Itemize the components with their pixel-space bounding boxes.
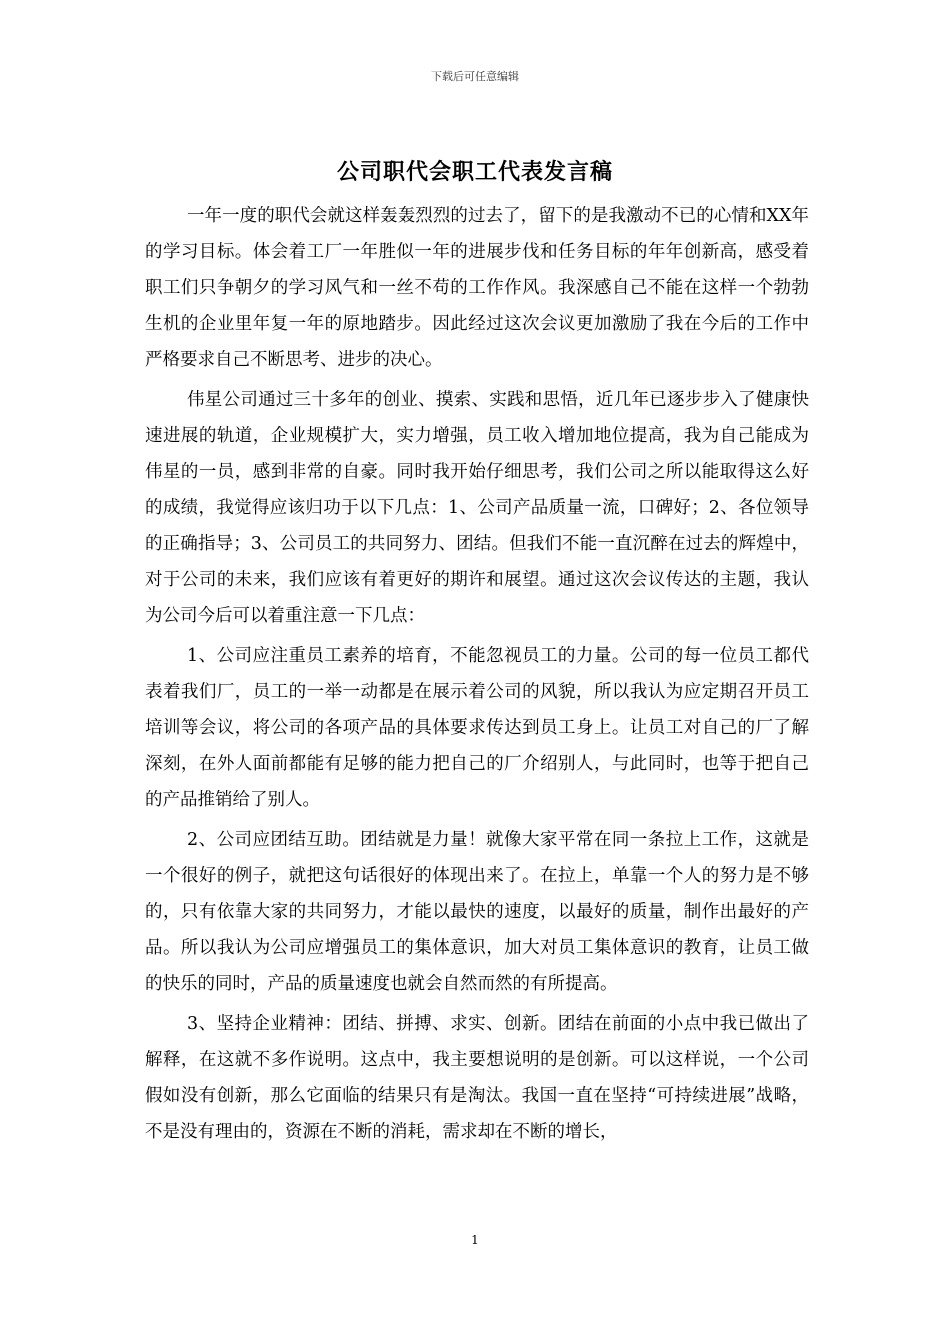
paragraph: 伟星公司通过三十多年的创业、摸索、实践和思悟，近几年已逐步步入了健康快速进展的轨道，企业规模扩大，实力增强，员工收入增加地位提高，我为自己能成为伟星的一员，感到非常的自豪。同时我开始仔细思考，我们公司之所以能取得这么好的成绩，我觉得应该归功于以下几点：1、公司产品质量一流，口碑好；2、各位领导的正确指导；3、公司员工的共同努力、团结。但我们不能一直沉醉在过去的辉煌中，对于公司的未来，我们应该有着更好的期许和展望。通过这次会议传达的主题，我认为公司今后可以着重注意一下几点： [145,390,809,626]
paragraph: 一年一度的职代会就这样轰轰烈烈的过去了，留下的是我激动不已的心情和XX年的学习目标。体会着工厂一年胜似一年的进展步伐和任务目标的年年创新高，感受着职工们只争朝夕的学习风气和一丝不苟的工作作风。我深感自己不能在这样一个勃勃生机的企业里年复一年的原地踏步。因此经过这次会议更加激励了我在今后的工作中严格要求自己不断思考、进步的决心。 [145,206,809,370]
paragraph: 1、公司应注重员工素养的培育，不能忽视员工的力量。公司的每一位员工都代表着我们厂，员工的一举一动都是在展示着公司的风貌，所以我认为应定期召开员工培训等会议，将公司的各项产品的具体要求传达到员工身上。让员工对自己的厂了解深刻，在外人面前都能有足够的能力把自己的厂介绍别人，与此同时，也等于把自己的产品推销给了别人。 [145,646,809,810]
page-number: 1 [471,1233,479,1247]
paragraph: 3、坚持企业精神：团结、拼搏、求实、创新。团结在前面的小点中我已做出了解释，在这就不多作说明。这点中，我主要想说明的是创新。可以这样说，一个公司假如没有创新，那么它面临的结果只有是淘汰。我国一直在坚持“可持续进展”战略，不是没有理由的，资源在不断的消耗，需求却在不断的增长， [145,1014,809,1142]
document-body [145,198,809,1154]
document-title: 公司职代会职工代表发言稿 [336,160,613,185]
page-header-note: 下载后可任意编辑 [431,70,519,83]
paragraph: 2、公司应团结互助。团结就是力量！就像大家平常在同一条拉上工作，这就是一个很好的例子，就把这句话很好的体现出来了。在拉上，单靠一个人的努力是不够的，只有依靠大家的共同努力，才能以最快的速度，以最好的质量，制作出最好的产品。所以我认为公司应增强员工的集体意识，加大对员工集体意识的教育，让员工做的快乐的同时，产品的质量速度也就会自然而然的有所提高。 [145,830,809,994]
